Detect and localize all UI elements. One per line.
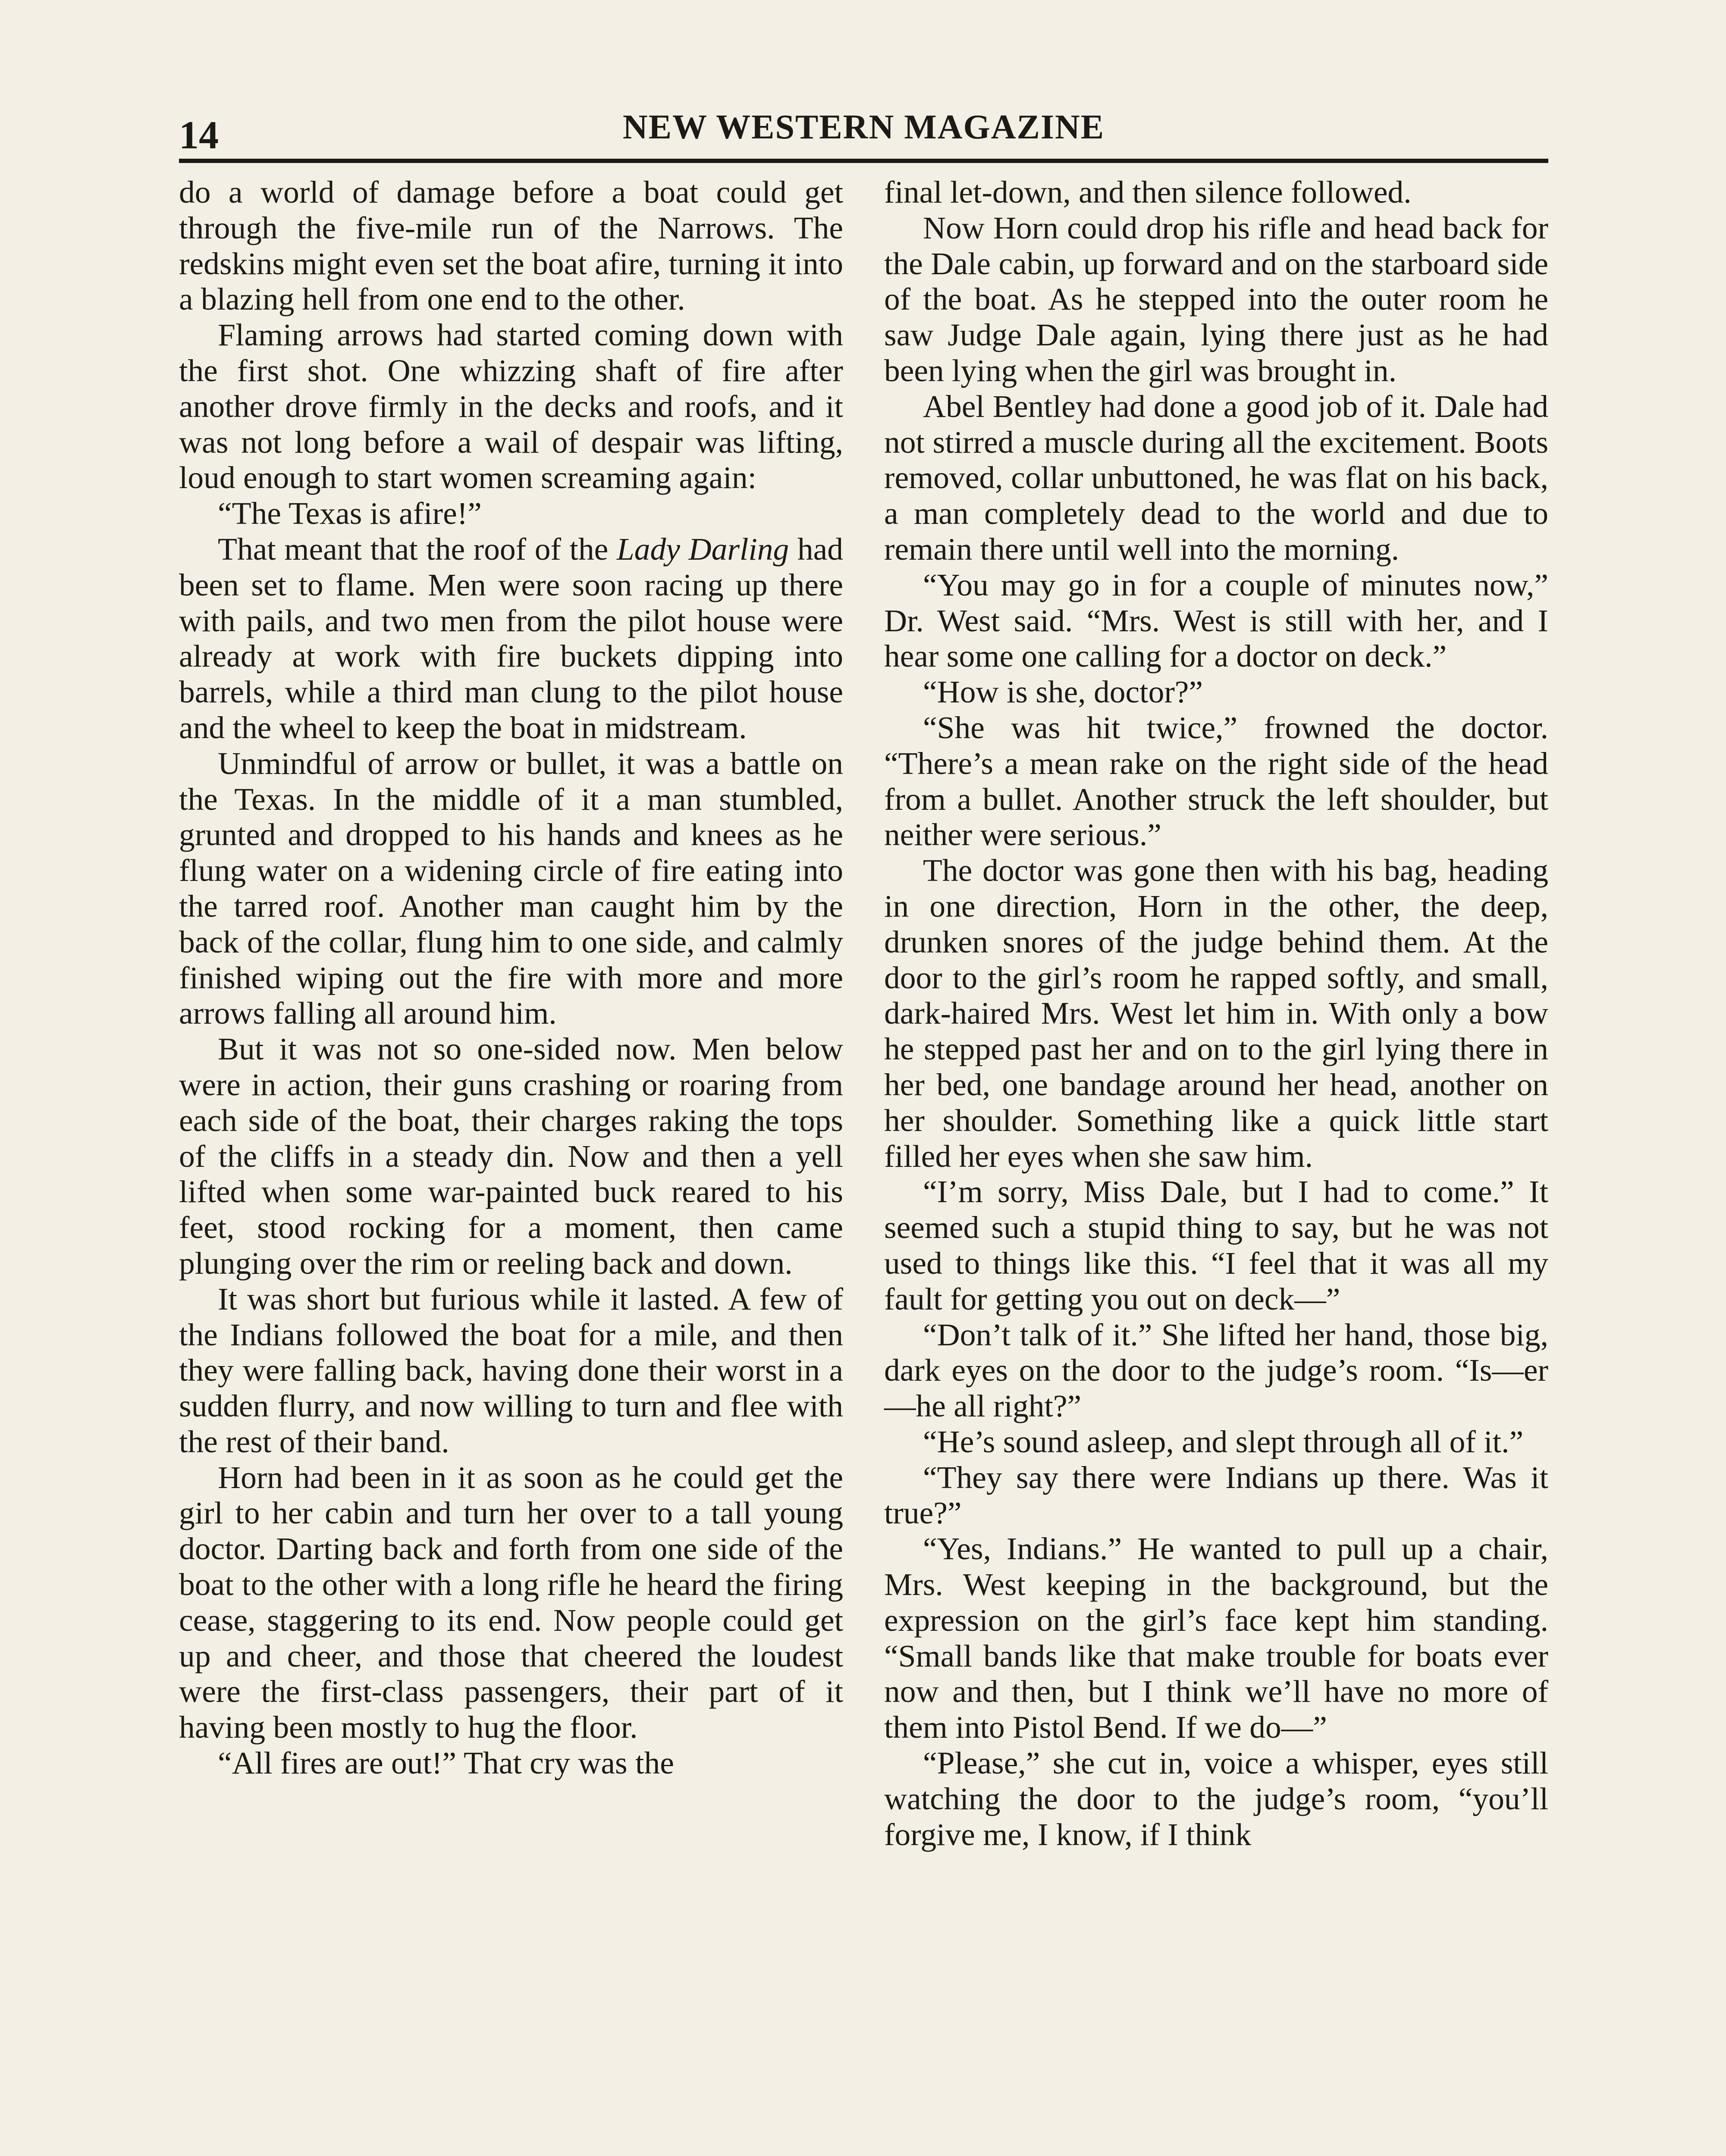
paragraph — [179, 532, 843, 746]
paragraph: “The Texas is afire!” — [218, 496, 482, 531]
paragraph: “He’s sound asleep, and slept through all of it.” — [923, 1424, 1524, 1459]
paragraph: The doctor was gone then with his bag, heading in one direction, Horn in the other, the deep, drunken snores of the judge behind them. At the door to the girl’s room he rapped softly, and small, dark-haired Mrs. West let him in. With only a bow he stepped past her and on to the girl lying there in her bed, one bandage around her head, another on her shoulder. Something like a quick little start filled her eyes when she saw him. — [884, 853, 1548, 1174]
paragraph: “She was hit twice,” frowned the doctor. “There’s a mean rake on the right side of the head from a bullet. Another struck the left shoulder, but neither were serious.” — [884, 710, 1548, 852]
paragraph: final let-down, and then silence followed. — [884, 175, 1412, 210]
paragraph: Abel Bentley had done a good job of it. Dale had not stirred a muscle during all the excitement. Boots removed, collar unbuttoned, he was flat on his back, a man completely dead to the world and due to remain there until well into the morning. — [884, 389, 1548, 567]
header-rule — [179, 159, 1548, 163]
paragraph: But it was not so one-sided now. Men below were in action, their guns crashing or roaring from each side of the boat, their charges raking the tops of the cliffs in a steady din. Now and then a yell lifted when some war-painted buck reared to his feet, stood rocking for a moment, then came plunging over the rim or reeling back and down. — [179, 1031, 843, 1281]
paragraph: “Please,” she cut in, voice a whisper, eyes still watching the door to the judge’s room, “you’ll forgive me, I know, if I think — [884, 1745, 1548, 1852]
paragraph: Flaming arrows had started coming down with the first shot. One whizzing shaft of fire after another drove firmly in the decks and roofs, and it was not long before a wail of despair was lifting, loud enough to start women screaming again: — [179, 317, 843, 495]
left-column — [179, 175, 843, 1781]
page-number: 14 — [179, 113, 219, 157]
page-header — [179, 108, 1548, 160]
boat-name: Lady Darling — [616, 531, 789, 567]
paragraph: “Yes, Indians.” He wanted to pull up a chair, Mrs. West keeping in the background, but the expression on the girl’s face kept him standing. “Small bands like that make trouble for boats ever now and then, but I think we’ll have no more of them into Pistol Bend. If we do—” — [884, 1531, 1548, 1745]
paragraph: “Don’t talk of it.” She lifted her hand, those big, dark eyes on the door to the judge’s room. “Is—er—he all right?” — [884, 1317, 1548, 1424]
paragraph: “I’m sorry, Miss Dale, but I had to come.” It seemed such a stupid thing to say, but he was not used to things like this. “I feel that it was all my fault for getting you out on deck—” — [884, 1174, 1548, 1316]
paragraph: do a world of damage before a boat could get through the five-mile run of the Narrows. The redskins might even set the boat afire, turning it into a blazing hell from one end to the other. — [179, 175, 843, 317]
magazine-title: NEW WESTERN MAGAZINE — [622, 108, 1105, 146]
paragraph: “You may go in for a couple of minutes now,” Dr. West said. “Mrs. West is still with her, and I hear some one calling for a doctor on deck.” — [884, 567, 1548, 674]
paragraph: “They say there were Indians up there. Was it true?” — [884, 1460, 1548, 1531]
paragraph: “All fires are out!” That cry was the — [218, 1745, 674, 1781]
right-column — [884, 175, 1548, 1852]
paragraph-text: had been set to flame. Men were soon racing up there with pails, and two men from the pilot house were already at work with fire buckets dipping into barrels, while a third man clung to the pilot house and the wheel to keep the boat in midstream. — [179, 531, 843, 745]
paragraph: It was short but furious while it lasted. A few of the Indians followed the boat for a mile, and then they were falling back, having done their worst in a sudden flurry, and now willing to turn and flee with the rest of their band. — [179, 1281, 843, 1459]
paragraph: Now Horn could drop his rifle and head back for the Dale cabin, up forward and on the starboard side of the boat. As he stepped into the outer room he saw Judge Dale again, lying there just as he had been lying when the girl was brought in. — [884, 210, 1548, 388]
paragraph: “How is she, doctor?” — [923, 674, 1203, 710]
paragraph: Unmindful of arrow or bullet, it was a battle on the Texas. In the middle of it a man stumbled, grunted and dropped to his hands and knees as he flung water on a widening circle of fire eating into the tarred roof. Another man caught him by the back of the collar, flung him to one side, and calmly finished wiping out the fire with more and more arrows falling all around him. — [179, 746, 843, 1031]
paragraph-text: That meant that the roof of the — [218, 531, 617, 567]
paragraph: Horn had been in it as soon as he could get the girl to her cabin and turn her over to a tall young doctor. Darting back and forth from one side of the boat to the other with a long rifle he heard the firing cease, staggering to its end. Now people could get up and cheer, and those that cheered the loudest were the first-class passengers, their part of it having been mostly to hug the floor. — [179, 1460, 843, 1745]
